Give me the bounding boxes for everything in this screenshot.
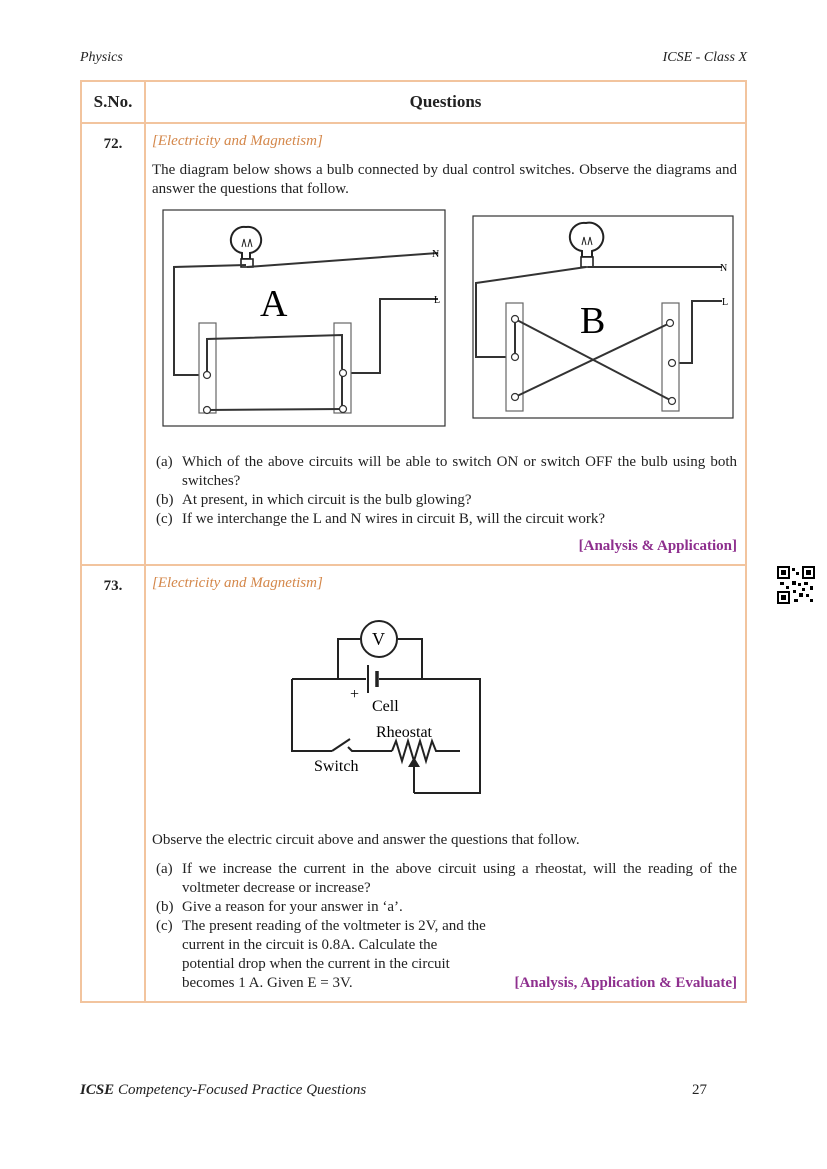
col-sno-header: S.No. (81, 81, 145, 123)
qr-code-icon (777, 566, 815, 604)
question-row-72 (81, 123, 746, 565)
rheostat-circuit-diagram (288, 611, 498, 801)
col-questions-header: Questions (145, 81, 746, 123)
wire-n-label: N (720, 263, 728, 274)
question-number: 72. (81, 123, 145, 565)
questions-table (80, 80, 747, 1003)
sub-question: (b) Give a reason for your answer in ‘a’. (156, 899, 403, 915)
sub-questions (152, 860, 737, 993)
diagram-label-a: A (260, 283, 288, 325)
header-subject: Physics (80, 50, 123, 65)
question-intro: Observe the electric circuit above and answer the questions that follow. (152, 832, 580, 848)
wire-l-label: L (434, 295, 441, 306)
sub-question: (a) Which of the above circuits will be able to switch ON or switch OFF the bulb using both switches? (156, 454, 737, 489)
question-number: 73. (81, 565, 145, 1002)
sub-question: (c) The present reading of the voltmeter is 2V, and the current in the circuit is 0.8A. Calculate the potential drop when the current in the circuit becomes 1 A. Given E = 3V. (156, 918, 486, 991)
dual-switch-diagrams (152, 205, 737, 445)
voltmeter-label: V (372, 629, 385, 649)
diagram-label-b: B (580, 300, 606, 342)
wire-l-label: L (722, 297, 729, 308)
skill-tag: [Analysis, Application & Evaluate] (514, 975, 737, 991)
skill-tag: [Analysis & Application] (578, 538, 737, 554)
page-number: 27 (692, 1082, 707, 1098)
cell-label: Cell (372, 698, 399, 715)
sub-question: (b) At present, in which circuit is the bulb glowing? (156, 492, 472, 508)
topic-tag: [Electricity and Magnetism] (152, 575, 323, 591)
topic-tag: [Electricity and Magnetism] (152, 133, 323, 149)
cell-plus: + (350, 686, 360, 703)
question-row-73 (81, 565, 746, 1002)
circuit-diagram-a (162, 209, 446, 427)
footer-book-title: ICSE Competency-Focused Practice Questions (80, 1082, 367, 1098)
rheostat-label: Rheostat (376, 724, 432, 741)
switch-icon (332, 739, 350, 751)
sub-questions (152, 453, 737, 529)
switch-label: Switch (314, 758, 359, 775)
sub-question: (a) If we increase the current in the above circuit using a rheostat, will the reading of the voltmeter decrease or increase? (156, 861, 737, 896)
table-header-row (81, 81, 746, 123)
wire-n-label: N (432, 249, 440, 260)
question-intro: The diagram below shows a bulb connected by dual control switches. Observe the diagrams and answer the questions that follow. (152, 162, 737, 197)
rheostat-icon (392, 741, 460, 761)
sub-question: (c) If we interchange the L and N wires in circuit B, will the circuit work? (156, 511, 606, 527)
header-class: ICSE - Class X (662, 50, 747, 65)
circuit-diagram-b (472, 215, 734, 419)
